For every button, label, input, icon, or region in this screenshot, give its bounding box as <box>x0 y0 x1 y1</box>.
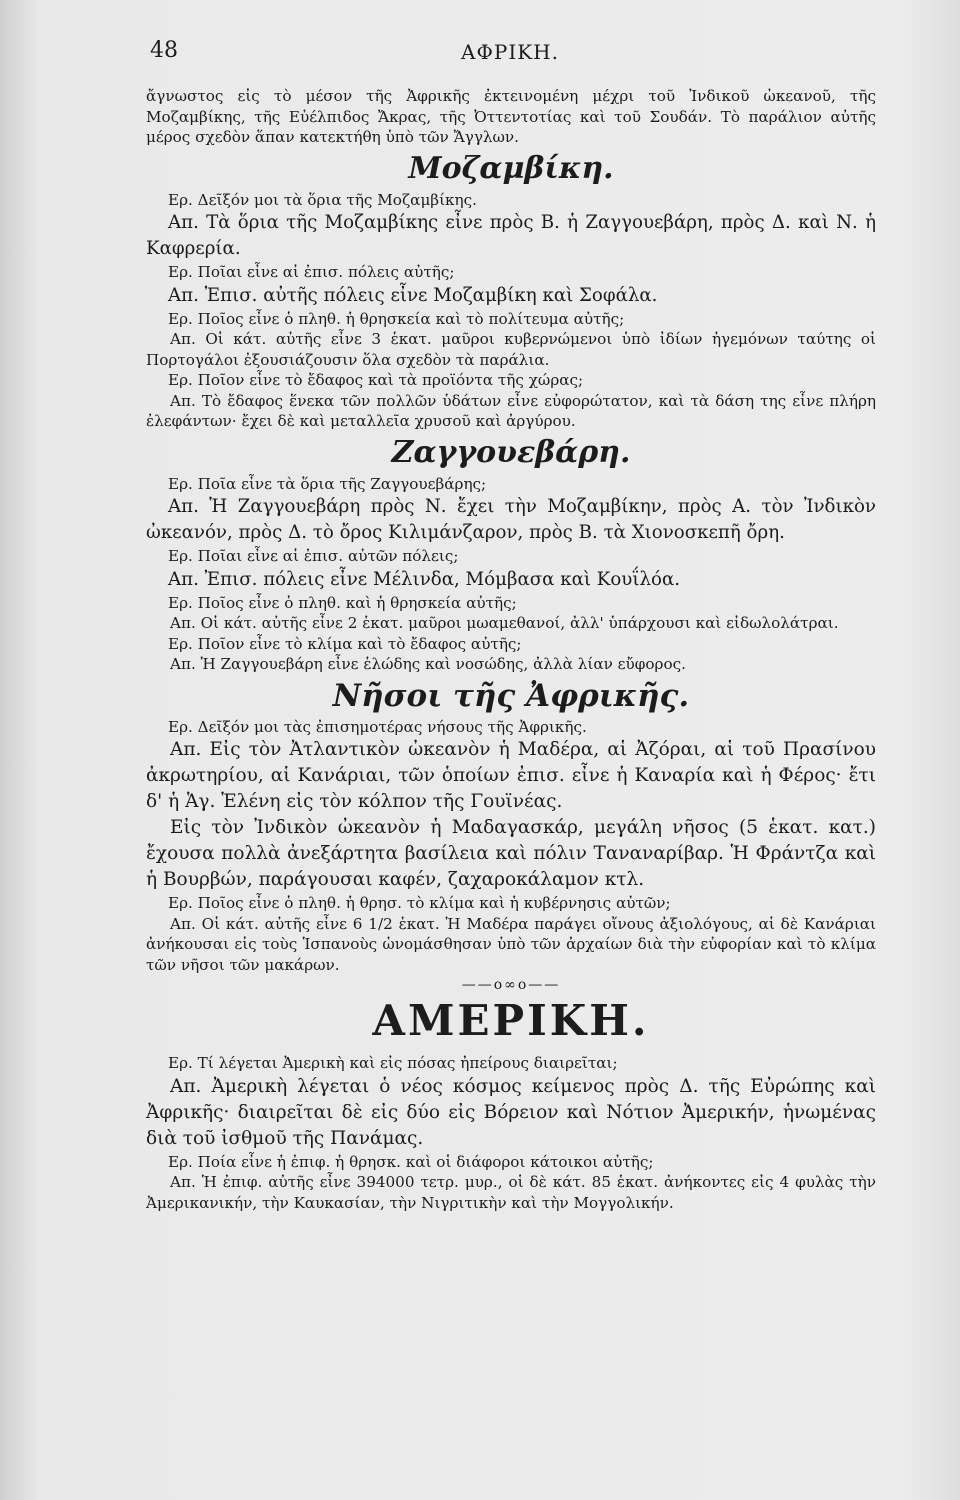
answer: Απ. Ἀμερικὴ λέγεται ὁ νέος κόσμος κείμενος πρὸς Δ. τῆς Εὐρώπης καὶ Ἀφρικῆς· διαιρεῖται δὲ εἰς δύο εἰς Βόρειον καὶ Νότιον Ἀμερικήν, ἡνωμένας διὰ τοῦ ἰσθμοῦ τῆς Πανάμας. <box>146 1075 876 1149</box>
intro-paragraph: ἄγνωστος εἰς τὸ μέσον τῆς Ἀφρικῆς ἐκτεινομένη μέχρι τοῦ Ἰνδικοῦ ὠκεανοῦ, τῆς Μοζαμβίκης, τῆς Εὐέλπιδος Ἄκρας, τῆς Ὀττεντοτίας καὶ τοῦ Σουδάν. Τὸ παράλιον αὐτῆς μέρος σχεδὸν ἅπαν κατεκτήθη ὑπὸ τῶν Ἄγγλων. <box>146 87 876 146</box>
running-title: ΑΦΡΙΚΗ. <box>461 40 559 64</box>
question: Ερ. Ποῖον εἶνε τὸ κλίμα καὶ τὸ ἔδαφος αὐτῆς; <box>168 634 522 653</box>
section-heading-islands: Νῆσοι τῆς Ἀφρικῆς. <box>332 677 690 714</box>
answer: Απ. Ἡ ἐπιφ. αὐτῆς εἶνε 394000 τετρ. μυρ., οἱ δὲ κάτ. 85 ἑκατ. ἀνήκοντες εἰς 4 φυλὰς τὴν Ἀμερικανικήν, τὴν Καυκασίαν, τὴν Νιγριτικὴν καὶ τὴν Μογγολικήν. <box>146 1173 876 1212</box>
chapter-heading-america: ΑΜΕΡΙΚΗ. <box>372 996 650 1045</box>
question: Ερ. Ποῖος εἶνε ὁ πληθ. ἡ θρησκεία καὶ τὸ πολίτευμα αὐτῆς; <box>168 309 625 328</box>
answer: Απ. Ἐπισ. αὐτῆς πόλεις εἶνε Μοζαμβίκη καὶ Σοφάλα. <box>168 284 658 306</box>
question: Ερ. Ποία εἶνε ἡ ἐπιφ. ἡ θρησκ. καὶ οἱ διάφοροι κάτοικοι αὐτῆς; <box>168 1152 654 1171</box>
page-header <box>150 38 870 72</box>
answer-continued: Εἰς τὸν Ἰνδικὸν ὠκεανὸν ἡ Μαδαγασκάρ, μεγάλη νῆσος (5 ἑκατ. κατ.) ἔχουσα πολλὰ ἀνεξάρτητα βασίλεια καὶ πόλιν Ταναναρίβαρ. Ἡ Φράντζα καὶ ἡ Βουρβών, παράγουσαι καφέν, ζαχαροκάλαμον κτλ. <box>146 817 876 890</box>
page-number: 48 <box>150 38 178 63</box>
section-heading-mozambique: Μοζαμβίκη. <box>408 150 614 186</box>
answer: Απ. Τὸ ἔδαφος ἕνεκα τῶν πολλῶν ὑδάτων εἶνε εὐφορώτατον, καὶ τὰ δάση της εἶνε πλήρη ἐλεφάντων· ἔχει δὲ καὶ μεταλλεῖα χρυσοῦ καὶ ἀργύρου. <box>146 391 876 430</box>
question: Ερ. Ποῖαι εἶνε αἱ ἐπισ. πόλεις αὐτῆς; <box>168 263 455 281</box>
answer: Απ. Εἰς τὸν Ἀτλαντικὸν ὠκεανὸν ἡ Μαδέρα, αἱ Ἀζόραι, αἱ τοῦ Πρασίνου ἀκρωτηρίου, αἱ Κανάριαι, τῶν ὁποίων ἐπισ. εἶνε ἡ Καναρία καὶ ἡ Φέρος· ἔτι δ' ἡ Ἁγ. Ἑλένη εἰς τὸν κόλπον τῆς Γουϊνέας. <box>146 739 876 812</box>
answer: Απ. Οἱ κάτ. αὐτῆς εἶνε 3 ἑκατ. μαῦροι κυβερνώμενοι ὑπὸ ἰδίων ἡγεμόνων ταύτης οἱ Πορτογάλοι ἐξουσιάζουσιν ὅλα σχεδὸν τὰ παράλια. <box>146 330 876 369</box>
answer: Απ. Τὰ ὅρια τῆς Μοζαμβίκης εἶνε πρὸς Β. ἡ Ζαγγουεβάρη, πρὸς Δ. καὶ Ν. ἡ Καφρερία. <box>146 212 876 259</box>
answer: Απ. Ἡ Ζαγγουεβάρη εἶνε ἑλώδης καὶ νοσώδης, ἀλλὰ λίαν εὔφορος. <box>170 655 686 673</box>
question: Ερ. Τί λέγεται Ἀμερικὴ καὶ εἰς πόσας ἠπείρους διαιρεῖται; <box>168 1054 618 1072</box>
question: Ερ. Ποῖαι εἶνε αἱ ἐπισ. αὐτῶν πόλεις; <box>168 547 459 565</box>
section-heading-zanzibar: Ζαγγουεβάρη. <box>391 434 631 470</box>
question: Ερ. Δεῖξόν μοι τὰ ὅρια τῆς Μοζαμβίκης. <box>168 190 477 209</box>
answer: Απ. Οἱ κάτ. αὐτῆς εἶνε 6 1/2 ἑκατ. Ἡ Μαδέρα παράγει οἴνους ἀξιολόγους, αἱ δὲ Κανάριαι ἀνήκουσαι εἰς τοὺς Ἱσπανοὺς ὠνομάσθησαν ὑπὸ τῶν ἀρχαίων διὰ τὴν εὐφορίαν καὶ τὸ κλίμα τῶν νῆσοι τῶν μακάρων. <box>146 914 876 974</box>
question: Ερ. Ποῖα εἶνε τὰ ὅρια τῆς Ζαγγουεβάρης; <box>168 474 487 493</box>
question: Ερ. Ποῖος εἶνε ὁ πληθ. καὶ ἡ θρησκεία αὐτῆς; <box>168 593 517 612</box>
answer: Απ. Ἡ Ζαγγουεβάρη πρὸς Ν. ἔχει τὴν Μοζαμβίκην, πρὸς Α. τὸν Ἰνδικὸν ὠκεανόν, πρὸς Δ. τὸ ὄρος Κιλιμάνζαρον, πρὸς Β. τὰ Χιονοσκεπῆ ὄρη. <box>146 496 876 543</box>
question: Ερ. Ποῖον εἶνε τὸ ἔδαφος καὶ τὰ προϊόντα τῆς χώρας; <box>168 371 584 389</box>
ornament-divider: ——o∞o—— <box>461 977 561 993</box>
question: Ερ. Δεῖξόν μοι τὰς ἐπισημοτέρας νήσους τῆς Ἀφρικῆς. <box>168 717 587 736</box>
question: Ερ. Ποῖος εἶνε ὁ πληθ. ἡ θρησ. τὸ κλίμα καὶ ἡ κυβέρνησις αὐτῶν; <box>168 894 671 912</box>
answer: Απ. Οἱ κάτ. αὐτῆς εἶνε 2 ἑκατ. μαῦροι μωαμεθανοί, ἀλλ' ὑπάρχουσι καὶ εἰδωλολάτραι. <box>170 614 839 632</box>
answer: Απ. Ἐπισ. πόλεις εἶνε Μέλινδα, Μόμβασα καὶ Κουΐλόα. <box>168 568 681 590</box>
page-body <box>146 86 876 1213</box>
